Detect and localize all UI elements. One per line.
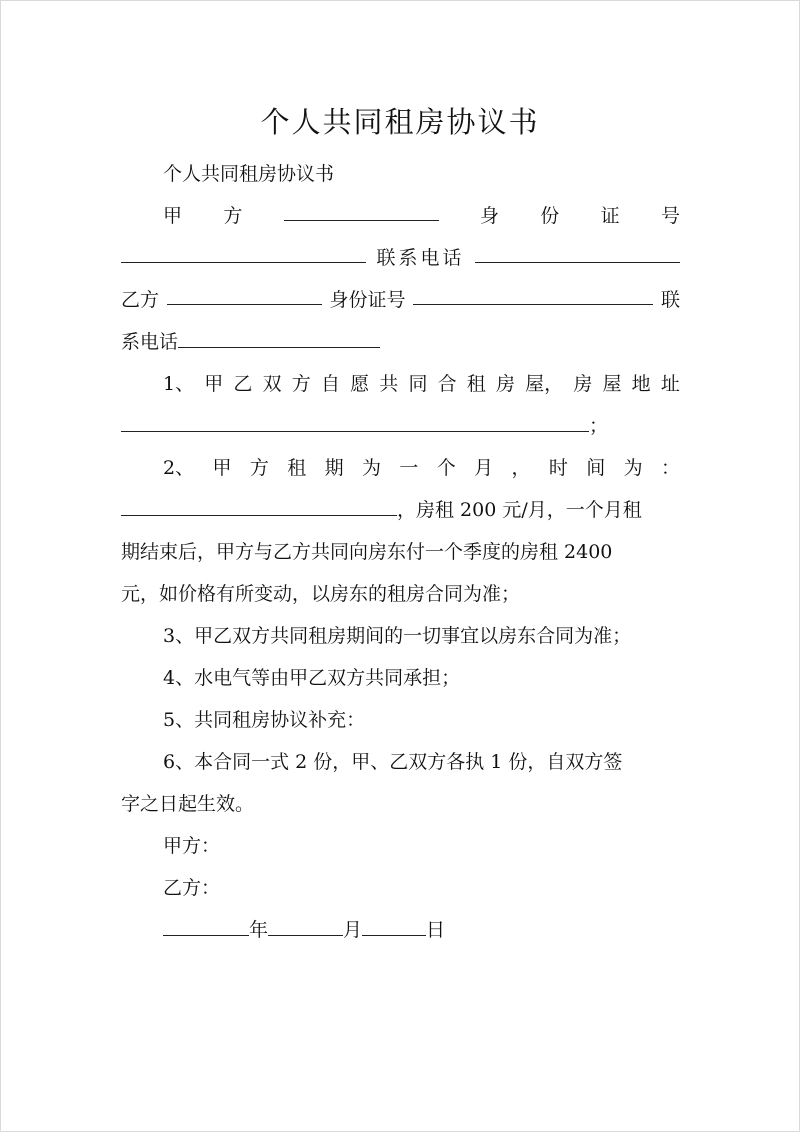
party-a-id-label-3: 证	[600, 205, 620, 227]
clause-1-char: 双	[262, 373, 282, 395]
year-label: 年	[249, 919, 269, 941]
clause-2-char: 一	[399, 457, 419, 479]
clause-5: 5、共同租房协议补充：	[163, 709, 366, 731]
clause-1-char: 合	[437, 373, 457, 395]
clause-1-char: 地	[631, 373, 651, 395]
party-b-name-blank[interactable]	[167, 284, 322, 305]
clause-2-char: 租	[287, 457, 307, 479]
clause-6-line-1: 6、本合同一式 2 份，甲、乙双方各执 1 份，自双方签	[163, 751, 623, 773]
year-blank[interactable]	[163, 915, 249, 936]
clause-1-char: 愿	[350, 373, 370, 395]
clause-2-line-2	[121, 494, 680, 526]
party-a-line	[163, 200, 680, 232]
party-a-id-label-4: 号	[660, 205, 680, 227]
clause-2-line-3: 期结束后，甲方与乙方共同向房东付一个季度的房租 2400	[121, 541, 613, 563]
clause-1-char: 房	[573, 373, 593, 395]
party-a-id-blank[interactable]	[121, 242, 366, 263]
clause-1-char: 方	[291, 373, 311, 395]
clause-3: 3、甲乙双方共同租房期间的一切事宜以房东合同为准；	[163, 625, 632, 647]
party-a-id-label-2: 份	[540, 205, 560, 227]
party-b-label: 乙方	[121, 289, 160, 311]
clause-1-char: 同	[408, 373, 428, 395]
clause-2-char: 为	[623, 457, 643, 479]
rent-period-blank[interactable]	[121, 495, 397, 516]
clause-1-char: 房	[495, 373, 515, 395]
party-b-phone-wrap-1: 联	[660, 289, 680, 311]
signature-party-b: 乙方：	[163, 877, 221, 899]
clause-1-char: 屋	[602, 373, 622, 395]
address-blank[interactable]	[121, 411, 589, 432]
document-title: 个人共同租房协议书	[260, 105, 540, 139]
clause-1-end: ；	[589, 415, 609, 437]
clause-1-char: 租	[466, 373, 486, 395]
clause-2-char: 为	[361, 457, 381, 479]
clause-2-char: ：	[660, 457, 680, 479]
party-a-label-1: 甲	[163, 205, 183, 227]
clause-1-char: 乙	[233, 373, 253, 395]
clause-2-line-4: 元，如价格有所变动，以房东的租房合同为准；	[121, 583, 521, 605]
clause-1-char: 共	[379, 373, 399, 395]
clause-4: 4、水电气等由甲乙双方共同承担；	[163, 667, 461, 689]
clause-1-address-line	[121, 410, 680, 442]
party-b-phone-wrap-2: 系电话	[121, 331, 179, 353]
clause-1-line	[163, 368, 680, 400]
date-line	[163, 914, 680, 946]
month-blank[interactable]	[268, 915, 343, 936]
clause-6-line-2: 字之日起生效。	[121, 793, 255, 815]
clause-2-char: 甲	[212, 457, 232, 479]
clause-2-rent: ，房租 200 元/月，一个月租	[397, 499, 642, 521]
party-b-phone-blank[interactable]	[178, 327, 380, 348]
party-a-label-2: 方	[223, 205, 243, 227]
party-b-id-blank[interactable]	[413, 284, 653, 305]
clause-2-char: 月	[474, 457, 494, 479]
party-a-name-blank[interactable]	[284, 200, 439, 221]
month-label: 月	[343, 919, 363, 941]
party-a-id-label-1: 身	[479, 205, 499, 227]
party-b-id-label: 身份证号	[329, 289, 406, 311]
subtitle: 个人共同租房协议书	[163, 163, 335, 185]
party-a-phone-label: 联系电话	[376, 247, 465, 269]
party-a-phone-line	[121, 242, 680, 274]
clause-2-char: 2、	[163, 457, 195, 479]
clause-2-char: 个	[436, 457, 456, 479]
clause-1-char: 自	[320, 373, 340, 395]
party-a-phone-blank[interactable]	[475, 242, 680, 263]
day-blank[interactable]	[362, 915, 426, 936]
clause-2-line-1	[163, 452, 680, 484]
clause-1-char: 址	[660, 373, 680, 395]
clause-1-char: 甲	[204, 373, 224, 395]
party-b-line	[121, 284, 680, 316]
day-label: 日	[426, 919, 446, 941]
clause-2-char: 时	[548, 457, 568, 479]
signature-party-a: 甲方：	[163, 835, 221, 857]
clause-1-char: 1、	[163, 373, 195, 395]
clause-2-char: ，	[511, 457, 531, 479]
clause-2-char: 期	[324, 457, 344, 479]
clause-2-char: 间	[586, 457, 606, 479]
clause-1-char: 屋，	[525, 373, 564, 395]
party-b-phone-line	[121, 326, 680, 358]
clause-2-char: 方	[249, 457, 269, 479]
